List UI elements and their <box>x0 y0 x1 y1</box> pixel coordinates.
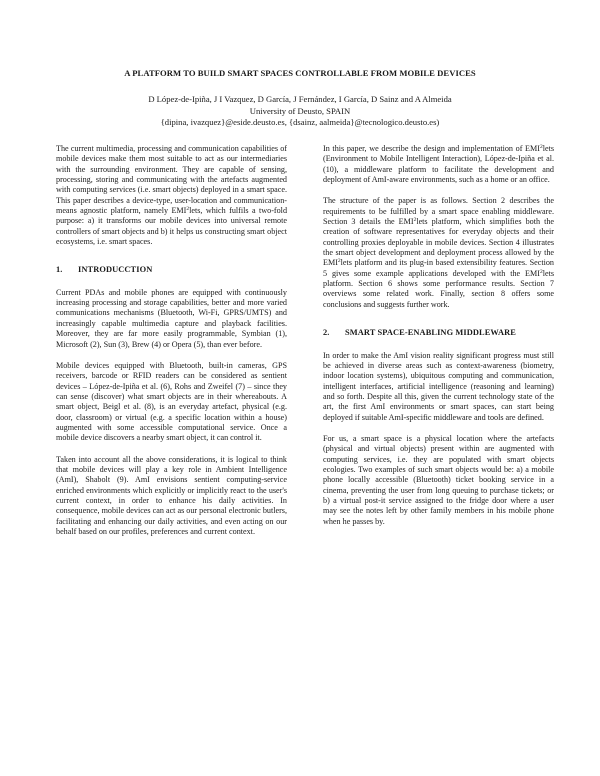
structure-superscript-1: 2 <box>413 217 417 224</box>
abstract-superscript: 2 <box>186 206 190 213</box>
middleware-paragraph-1: In order to make the AmI vision reality significant progress must still be achieved in diverse areas such as context-awareness (biometry, indoor location systems), ubiquitous computing and communication, intelligent interfaces, artificial intelligence (reasoning and learning) and so forth. Despite all this, given the current technology state of the art, the first AmI environments or smart spaces, can start being deployed if suitable AmI-specific middleware and tools are defined. <box>323 350 554 422</box>
section-1-number: 1. <box>56 265 63 275</box>
abstract-text-b: lets, which fulfils a two-fold purpose: a) it transforms our mobile devices into universal remote controllers of smart objects and b) it helps us constructing smart object ecosystems, i.e. smart spaces. <box>56 206 288 247</box>
abstract-text-a: The current multimedia, processing and communication capabilities of mobile devices make them most suitable to act as our intermediaries with the surrounding environment. They are capable of sensing, processing, storing and communicating with the artefacts augmented with computing services (i.e. smart objects) deployed in a smart space. This paper describes a device-type, user-location and communication-means agnostic platform, namely EMI <box>56 144 287 216</box>
paper-title: A PLATFORM TO BUILD SMART SPACES CONTROLLABLE FROM MOBILE DEVICES <box>124 68 476 78</box>
right-column <box>323 144 554 538</box>
structure-text-d: lets platform. Section 6 shows some performance results. Section 7 overviews some related work. Finally, section 8 offers some conclusions and suggests further work. <box>323 268 554 309</box>
author-emails: {dipina, ivazquez}@eside.deusto.es, {dsainz, aalmeida}@tecnologico.deusto.es) <box>160 117 440 127</box>
section-1-heading <box>56 265 287 275</box>
intro-paragraph-3: Taken into account all the above considerations, it is logical to think that mobile devices will play a key role in Ambient Intelligence (AmI), Shabolt (9). AmI envisions sentient computing-service enriched environments which explicitly or implicitly react to the user's current context, in order to enhance his daily activities. In consequence, mobile devices can act as our personal electronic butlers, facilitating and enhancing our daily activities, and even acting on our behalf based on our profiles, preferences and current context. <box>56 454 287 536</box>
section-2-number: 2. <box>323 328 330 338</box>
scope-superscript: 2 <box>539 144 543 150</box>
structure-superscript-2: 2 <box>337 258 341 265</box>
author-names: D López-de-Ipiña, J I Vazquez, D García, J Fernández, I García, D Sainz and A Almeida <box>148 94 452 104</box>
intro-paragraph-2: Mobile devices equipped with Bluetooth, built-in cameras, GPS receivers, barcode or RFID readers can be considered as sentient devices – López-de-Ipiña et al. (6), Rohs and Zweifel (7) – since they can sense (discover) what smart objects are in their whereabouts. A smart object, Beigl et al. (8), is an everyday artefact, physical (e.g. door, classroom) or virtual (e.g. a specific location within a house) augmented with some accessible computational service. Once a mobile device discovers a nearby smart object, it can control it. <box>56 360 287 443</box>
structure-superscript-3: 2 <box>539 268 543 275</box>
author-block <box>40 94 560 129</box>
middleware-paragraph-2: For us, a smart space is a physical location where the artefacts (physical and virtual objects) present within are augmented with computing services, i.e. they are populated with smart objects ecologies. Two examples of such smart objects would be: a) a mobile phone locally accessible (Bluetooth) ticket booking service in a cinema, preventing the user from long queuing to purchase tickets; or b) a virtual post-it service assigned to the fridge door where a user may see the notes left by other family members in his mobile phone when he passes by. <box>323 433 554 526</box>
structure-text-b: lets platform, which simplifies both the creation of software representatives for everyday objects and their controlling proxies deployable in mobile devices. Section 4 illustrates the smart object development and deployment process allowed by the EMI <box>323 217 554 268</box>
scope-text-b: lets (Environment to Mobile Intelligent Interaction), López-de-Ipiña et al. (10), a middleware platform to facilitate the development and deployment of AmI-aware environments, such as a home or an office. <box>323 144 554 185</box>
intro-paragraph-1: Current PDAs and mobile phones are equipped with continuously increasing processing and storage capabilities, better and more varied communications mechanisms (Bluetooth, Wi-Fi, GPRS/UMTS) and increasingly capable multimedia capture and playback facilities. Moreover, they are far more easily programmable, Symbian (1), Microsoft (2), Sun (3), Brew (4) or Opera (5), than ever before. <box>56 287 287 349</box>
left-column <box>56 144 287 548</box>
structure-text-c: lets platform and its plug-in based extensibility features. Section 5 gives some example applications developed with the EMI <box>323 258 554 278</box>
paper-structure-paragraph <box>323 196 554 310</box>
scope-text-a: In this paper, we describe the design and implementation of EMI <box>323 144 540 153</box>
abstract-paragraph <box>56 144 287 247</box>
section-1-title: INTRODUCCTION <box>78 265 153 275</box>
paper-scope-paragraph <box>323 144 554 185</box>
section-2-title: SMART SPACE-ENABLING MIDDLEWARE <box>345 328 516 338</box>
structure-text-a: The structure of the paper is as follows. Section 2 describes the requirements to be fulfilled by a smart space enabling middleware. Section 3 details the EMI <box>323 196 554 227</box>
author-affiliation: University of Deusto, SPAIN <box>249 105 351 116</box>
section-2-heading <box>323 328 554 338</box>
